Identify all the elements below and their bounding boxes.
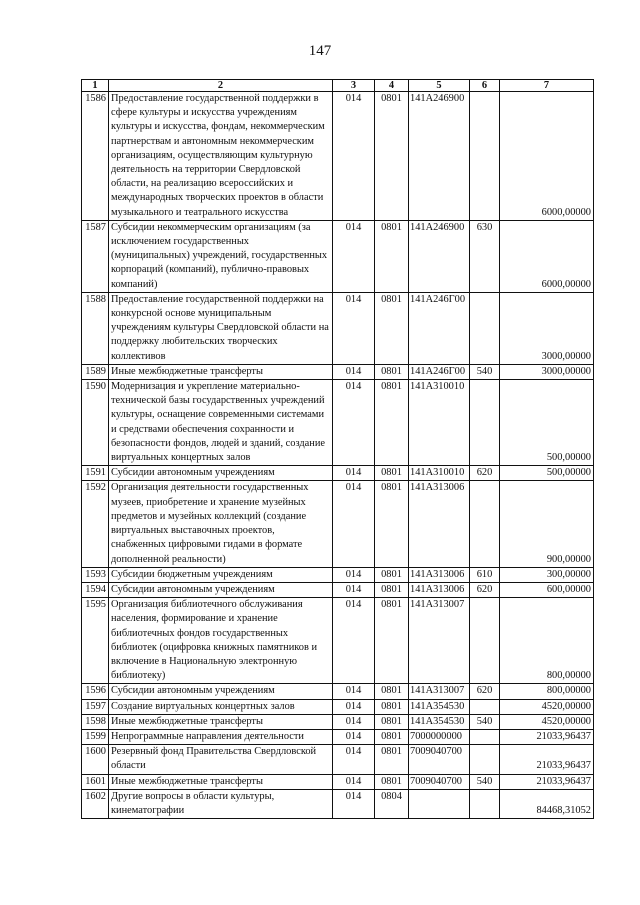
table-row bbox=[82, 92, 594, 221]
row-section-code: 0801 bbox=[375, 774, 409, 789]
row-section-code: 0801 bbox=[375, 380, 409, 466]
table-row bbox=[82, 774, 594, 789]
row-name: Субсидии автономным учреждениям bbox=[109, 582, 333, 597]
row-expense-type bbox=[470, 92, 500, 221]
row-ministry-code: 014 bbox=[333, 774, 375, 789]
row-number: 1592 bbox=[82, 481, 109, 567]
row-ministry-code: 014 bbox=[333, 684, 375, 699]
row-expense-type bbox=[470, 380, 500, 466]
row-section-code: 0801 bbox=[375, 220, 409, 292]
header-col-1: 1 bbox=[82, 80, 109, 92]
row-expense-type bbox=[470, 699, 500, 714]
row-amount: 4520,00000 bbox=[500, 699, 594, 714]
row-ministry-code: 014 bbox=[333, 364, 375, 379]
row-amount: 21033,96437 bbox=[500, 729, 594, 744]
row-ministry-code: 014 bbox=[333, 481, 375, 567]
row-target-article: 141А246Г00 bbox=[409, 364, 470, 379]
row-section-code: 0801 bbox=[375, 745, 409, 774]
row-section-code: 0801 bbox=[375, 714, 409, 729]
table-header-row bbox=[82, 80, 594, 92]
row-target-article: 141А246900 bbox=[409, 92, 470, 221]
header-col-6: 6 bbox=[470, 80, 500, 92]
row-section-code: 0801 bbox=[375, 582, 409, 597]
row-ministry-code: 014 bbox=[333, 220, 375, 292]
row-number: 1588 bbox=[82, 292, 109, 364]
row-name: Создание виртуальных концертных залов bbox=[109, 699, 333, 714]
row-amount: 500,00000 bbox=[500, 466, 594, 481]
row-target-article: 7000000000 bbox=[409, 729, 470, 744]
row-expense-type: 630 bbox=[470, 220, 500, 292]
row-ministry-code: 014 bbox=[333, 466, 375, 481]
row-amount: 800,00000 bbox=[500, 598, 594, 684]
row-number: 1601 bbox=[82, 774, 109, 789]
row-expense-type: 540 bbox=[470, 364, 500, 379]
row-ministry-code: 014 bbox=[333, 714, 375, 729]
row-number: 1591 bbox=[82, 466, 109, 481]
row-target-article: 141А246900 bbox=[409, 220, 470, 292]
row-target-article bbox=[409, 789, 470, 818]
row-ministry-code: 014 bbox=[333, 699, 375, 714]
table-row bbox=[82, 729, 594, 744]
row-expense-type: 610 bbox=[470, 567, 500, 582]
row-ministry-code: 014 bbox=[333, 380, 375, 466]
row-amount: 500,00000 bbox=[500, 380, 594, 466]
row-number: 1590 bbox=[82, 380, 109, 466]
row-section-code: 0801 bbox=[375, 466, 409, 481]
table-row bbox=[82, 714, 594, 729]
row-number: 1598 bbox=[82, 714, 109, 729]
row-number: 1599 bbox=[82, 729, 109, 744]
header-col-3: 3 bbox=[333, 80, 375, 92]
row-amount: 300,00000 bbox=[500, 567, 594, 582]
row-number: 1594 bbox=[82, 582, 109, 597]
row-amount: 3000,00000 bbox=[500, 364, 594, 379]
table-row bbox=[82, 380, 594, 466]
table-row bbox=[82, 745, 594, 774]
table-row bbox=[82, 699, 594, 714]
row-amount: 600,00000 bbox=[500, 582, 594, 597]
header-col-2: 2 bbox=[109, 80, 333, 92]
budget-table bbox=[81, 79, 594, 819]
row-ministry-code: 014 bbox=[333, 92, 375, 221]
row-section-code: 0801 bbox=[375, 92, 409, 221]
row-section-code: 0801 bbox=[375, 364, 409, 379]
row-expense-type: 620 bbox=[470, 466, 500, 481]
table-row bbox=[82, 582, 594, 597]
row-expense-type bbox=[470, 745, 500, 774]
row-target-article: 141А313006 bbox=[409, 481, 470, 567]
row-amount: 900,00000 bbox=[500, 481, 594, 567]
table-row bbox=[82, 364, 594, 379]
row-ministry-code: 014 bbox=[333, 789, 375, 818]
row-name: Организация библиотечного обслуживания населения, формирование и хранение библиотечных фондов государственных библиотек (оцифровка книжных памятников и включение в Национальную электронную библиотеку) bbox=[109, 598, 333, 684]
row-target-article: 141А313006 bbox=[409, 582, 470, 597]
header-col-7: 7 bbox=[500, 80, 594, 92]
table-row bbox=[82, 292, 594, 364]
row-amount: 21033,96437 bbox=[500, 745, 594, 774]
table-row bbox=[82, 598, 594, 684]
row-target-article: 141А310010 bbox=[409, 466, 470, 481]
row-name: Субсидии бюджетным учреждениям bbox=[109, 567, 333, 582]
row-name: Субсидии автономным учреждениям bbox=[109, 466, 333, 481]
row-name: Другие вопросы в области культуры, кинематографии bbox=[109, 789, 333, 818]
table-row bbox=[82, 466, 594, 481]
row-section-code: 0801 bbox=[375, 292, 409, 364]
row-section-code: 0801 bbox=[375, 481, 409, 567]
row-amount: 21033,96437 bbox=[500, 774, 594, 789]
row-number: 1587 bbox=[82, 220, 109, 292]
row-amount: 4520,00000 bbox=[500, 714, 594, 729]
row-expense-type: 540 bbox=[470, 774, 500, 789]
row-section-code: 0801 bbox=[375, 729, 409, 744]
table-row bbox=[82, 789, 594, 818]
row-target-article: 141А313006 bbox=[409, 567, 470, 582]
row-ministry-code: 014 bbox=[333, 729, 375, 744]
row-name: Резервный фонд Правительства Свердловской области bbox=[109, 745, 333, 774]
row-section-code: 0801 bbox=[375, 598, 409, 684]
row-expense-type bbox=[470, 292, 500, 364]
row-name: Иные межбюджетные трансферты bbox=[109, 364, 333, 379]
row-target-article: 7009040700 bbox=[409, 774, 470, 789]
row-amount: 3000,00000 bbox=[500, 292, 594, 364]
header-col-5: 5 bbox=[409, 80, 470, 92]
row-name: Иные межбюджетные трансферты bbox=[109, 714, 333, 729]
row-ministry-code: 014 bbox=[333, 582, 375, 597]
row-number: 1586 bbox=[82, 92, 109, 221]
row-name: Предоставление государственной поддержки на конкурсной основе муниципальным учреждениям культуры Свердловской области на поддержку любительских творческих коллективов bbox=[109, 292, 333, 364]
row-target-article: 7009040700 bbox=[409, 745, 470, 774]
table-row bbox=[82, 481, 594, 567]
table-row bbox=[82, 684, 594, 699]
row-target-article: 141А310010 bbox=[409, 380, 470, 466]
row-expense-type: 620 bbox=[470, 684, 500, 699]
row-expense-type: 620 bbox=[470, 582, 500, 597]
table-row bbox=[82, 220, 594, 292]
row-amount: 6000,00000 bbox=[500, 92, 594, 221]
row-section-code: 0801 bbox=[375, 699, 409, 714]
row-number: 1602 bbox=[82, 789, 109, 818]
row-name: Субсидии автономным учреждениям bbox=[109, 684, 333, 699]
row-expense-type bbox=[470, 598, 500, 684]
row-section-code: 0804 bbox=[375, 789, 409, 818]
row-target-article: 141А354530 bbox=[409, 714, 470, 729]
row-number: 1597 bbox=[82, 699, 109, 714]
row-number: 1589 bbox=[82, 364, 109, 379]
row-section-code: 0801 bbox=[375, 567, 409, 582]
row-ministry-code: 014 bbox=[333, 292, 375, 364]
row-name: Организация деятельности государственных музеев, приобретение и хранение музейных предметов и музейных коллекций (создание виртуальных выставочных проектов, снабженных цифровыми гидами в формате дополненной реальности) bbox=[109, 481, 333, 567]
row-target-article: 141А246Г00 bbox=[409, 292, 470, 364]
row-expense-type bbox=[470, 729, 500, 744]
row-section-code: 0801 bbox=[375, 684, 409, 699]
row-number: 1593 bbox=[82, 567, 109, 582]
row-target-article: 141А354530 bbox=[409, 699, 470, 714]
row-expense-type: 540 bbox=[470, 714, 500, 729]
row-ministry-code: 014 bbox=[333, 745, 375, 774]
header-col-4: 4 bbox=[375, 80, 409, 92]
row-ministry-code: 014 bbox=[333, 567, 375, 582]
row-amount: 84468,31052 bbox=[500, 789, 594, 818]
row-number: 1596 bbox=[82, 684, 109, 699]
row-number: 1600 bbox=[82, 745, 109, 774]
row-name: Предоставление государственной поддержки в сфере культуры и искусства учреждениям культуры и искусства, фондам, некоммерческим партнерствам и автономным некоммерческим организациям, осуществляющим культурную деятельность на территории Свердловской области, на реализацию всероссийских и международных творческих проектов в области музыкального и театрального искусства bbox=[109, 92, 333, 221]
row-amount: 800,00000 bbox=[500, 684, 594, 699]
row-target-article: 141А313007 bbox=[409, 684, 470, 699]
row-target-article: 141А313007 bbox=[409, 598, 470, 684]
row-ministry-code: 014 bbox=[333, 598, 375, 684]
table-row bbox=[82, 567, 594, 582]
page-number: 147 bbox=[308, 43, 332, 59]
row-number: 1595 bbox=[82, 598, 109, 684]
row-name: Непрограммные направления деятельности bbox=[109, 729, 333, 744]
row-name: Субсидии некоммерческим организациям (за исключением государственных (муниципальных) учреждений, государственных корпораций (компаний), публично-правовых компаний) bbox=[109, 220, 333, 292]
row-amount: 6000,00000 bbox=[500, 220, 594, 292]
row-expense-type bbox=[470, 481, 500, 567]
row-expense-type bbox=[470, 789, 500, 818]
row-name: Иные межбюджетные трансферты bbox=[109, 774, 333, 789]
row-name: Модернизация и укрепление материально-технической базы государственных учреждений культуры, оснащение современными системами и средствами обеспечения сохранности и безопасности фондов, людей и зданий, создание виртуальных концертных залов bbox=[109, 380, 333, 466]
